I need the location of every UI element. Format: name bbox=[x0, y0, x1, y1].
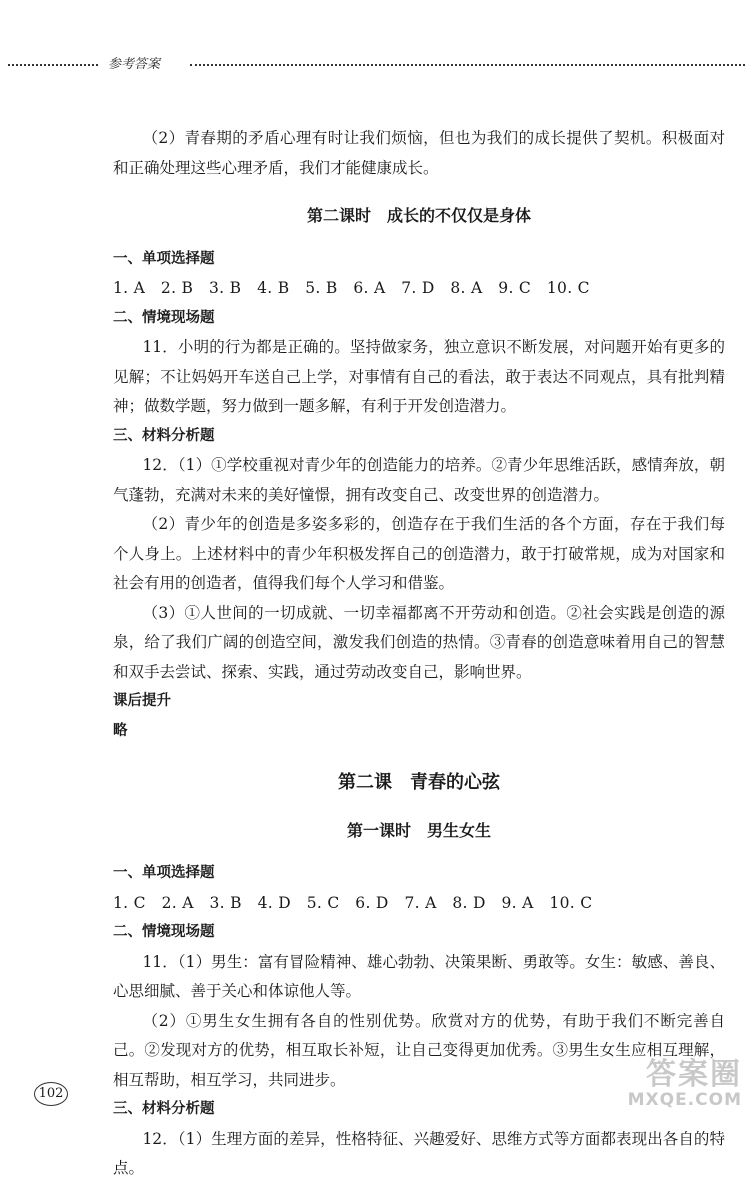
answer-paragraph: （2）①男生女生拥有各自的性别优势。欣赏对方的优势，有助于我们不断完善自己。②发现对方的优势，相互取长补短，让自己变得更加优秀。③男生女生应相互理解，相互帮助，相互学习，共同进步。 bbox=[113, 1011, 725, 1089]
answer-paragraph: （3）①人世间的一切成就、一切幸福都离不开劳动和创造。②社会实践是创造的源泉，给了我们广阔的创造空间，激发我们创造的热情。③青春的创造意味着用自己的智慧和双手去尝试、探索、实践，通过劳动改变自己，影响世界。 bbox=[113, 603, 725, 681]
running-header: 参考答案 bbox=[108, 57, 161, 72]
after-class-text: 略 bbox=[113, 722, 128, 739]
answer-paragraph: 11．（1）男生：富有冒险精神、雄心勃勃、决策果断、勇敢等。女生：敏感、善良、心思细腻、善于关心和体谅他人等。 bbox=[113, 952, 725, 1000]
lesson-title-b: 第一课时 男生女生 bbox=[346, 820, 491, 840]
section-heading: 二、情境现场题 bbox=[113, 309, 215, 326]
section-heading: 三、材料分析题 bbox=[113, 1101, 215, 1117]
page-content bbox=[113, 124, 725, 1184]
lesson-title-a: 第二课时 成长的不仅仅是身体 bbox=[306, 206, 531, 225]
answer-line: 1. A 2. B 3. B 4. B 5. B 6. A 7. D 8. A 9. C 10. C bbox=[113, 279, 590, 297]
watermark-line-1: 答案圈 bbox=[646, 1057, 742, 1092]
page-number: 102 bbox=[34, 1082, 68, 1106]
answer-line: 1. C 2. A 3. B 4. D 5. C 6. D 7. A 8. D 9. A 10. C bbox=[113, 893, 593, 912]
section-heading: 二、情境现场题 bbox=[113, 924, 215, 940]
watermark bbox=[628, 1059, 742, 1109]
header-rule-left bbox=[8, 64, 98, 66]
answer-paragraph: 12．（1）生理方面的差异，性格特征、兴趣爱好、思维方式等方面都表现出各自的特点。 bbox=[113, 1129, 725, 1177]
answer-paragraph: 12．（1）①学校重视对青少年的创造能力的培养。②青少年思维活跃，感情奔放，朝气蓬勃，充满对未来的美好憧憬，拥有改变自己、改变世界的创造潜力。 bbox=[113, 456, 725, 504]
answer-paragraph: 11．小明的行为都是正确的。坚持做家务，独立意识不断发展，对问题开始有更多的见解；不让妈妈开车送自己上学，对事情有自己的看法，敢于表达不同观点，具有批判精神；做数学题，努力做到一题多解，有利于开发创造潜力。 bbox=[113, 338, 725, 415]
chapter-title: 第二课 青春的心弦 bbox=[338, 772, 500, 793]
section-heading: 课后提升 bbox=[113, 693, 171, 709]
paragraph-top: （2）青春期的矛盾心理有时让我们烦恼，但也为我们的成长提供了契机。积极面对和正确处理这些心理矛盾，我们才能健康成长。 bbox=[113, 129, 725, 177]
section-heading: 一、单项选择题 bbox=[113, 865, 215, 881]
section-heading: 一、单项选择题 bbox=[113, 250, 215, 267]
section-heading: 三、材料分析题 bbox=[113, 427, 215, 444]
answer-paragraph: （2）青少年的创造是多姿多彩的，创造存在于我们生活的各个方面，存在于我们每个人身上。上述材料中的青少年积极发挥自己的创造潜力，敢于打破常规，成为对国家和社会有用的创造者，值得我们每个人学习和借鉴。 bbox=[113, 515, 725, 592]
watermark-line-2: MXQE.COM bbox=[627, 1090, 742, 1110]
header-rule-right bbox=[190, 64, 745, 66]
